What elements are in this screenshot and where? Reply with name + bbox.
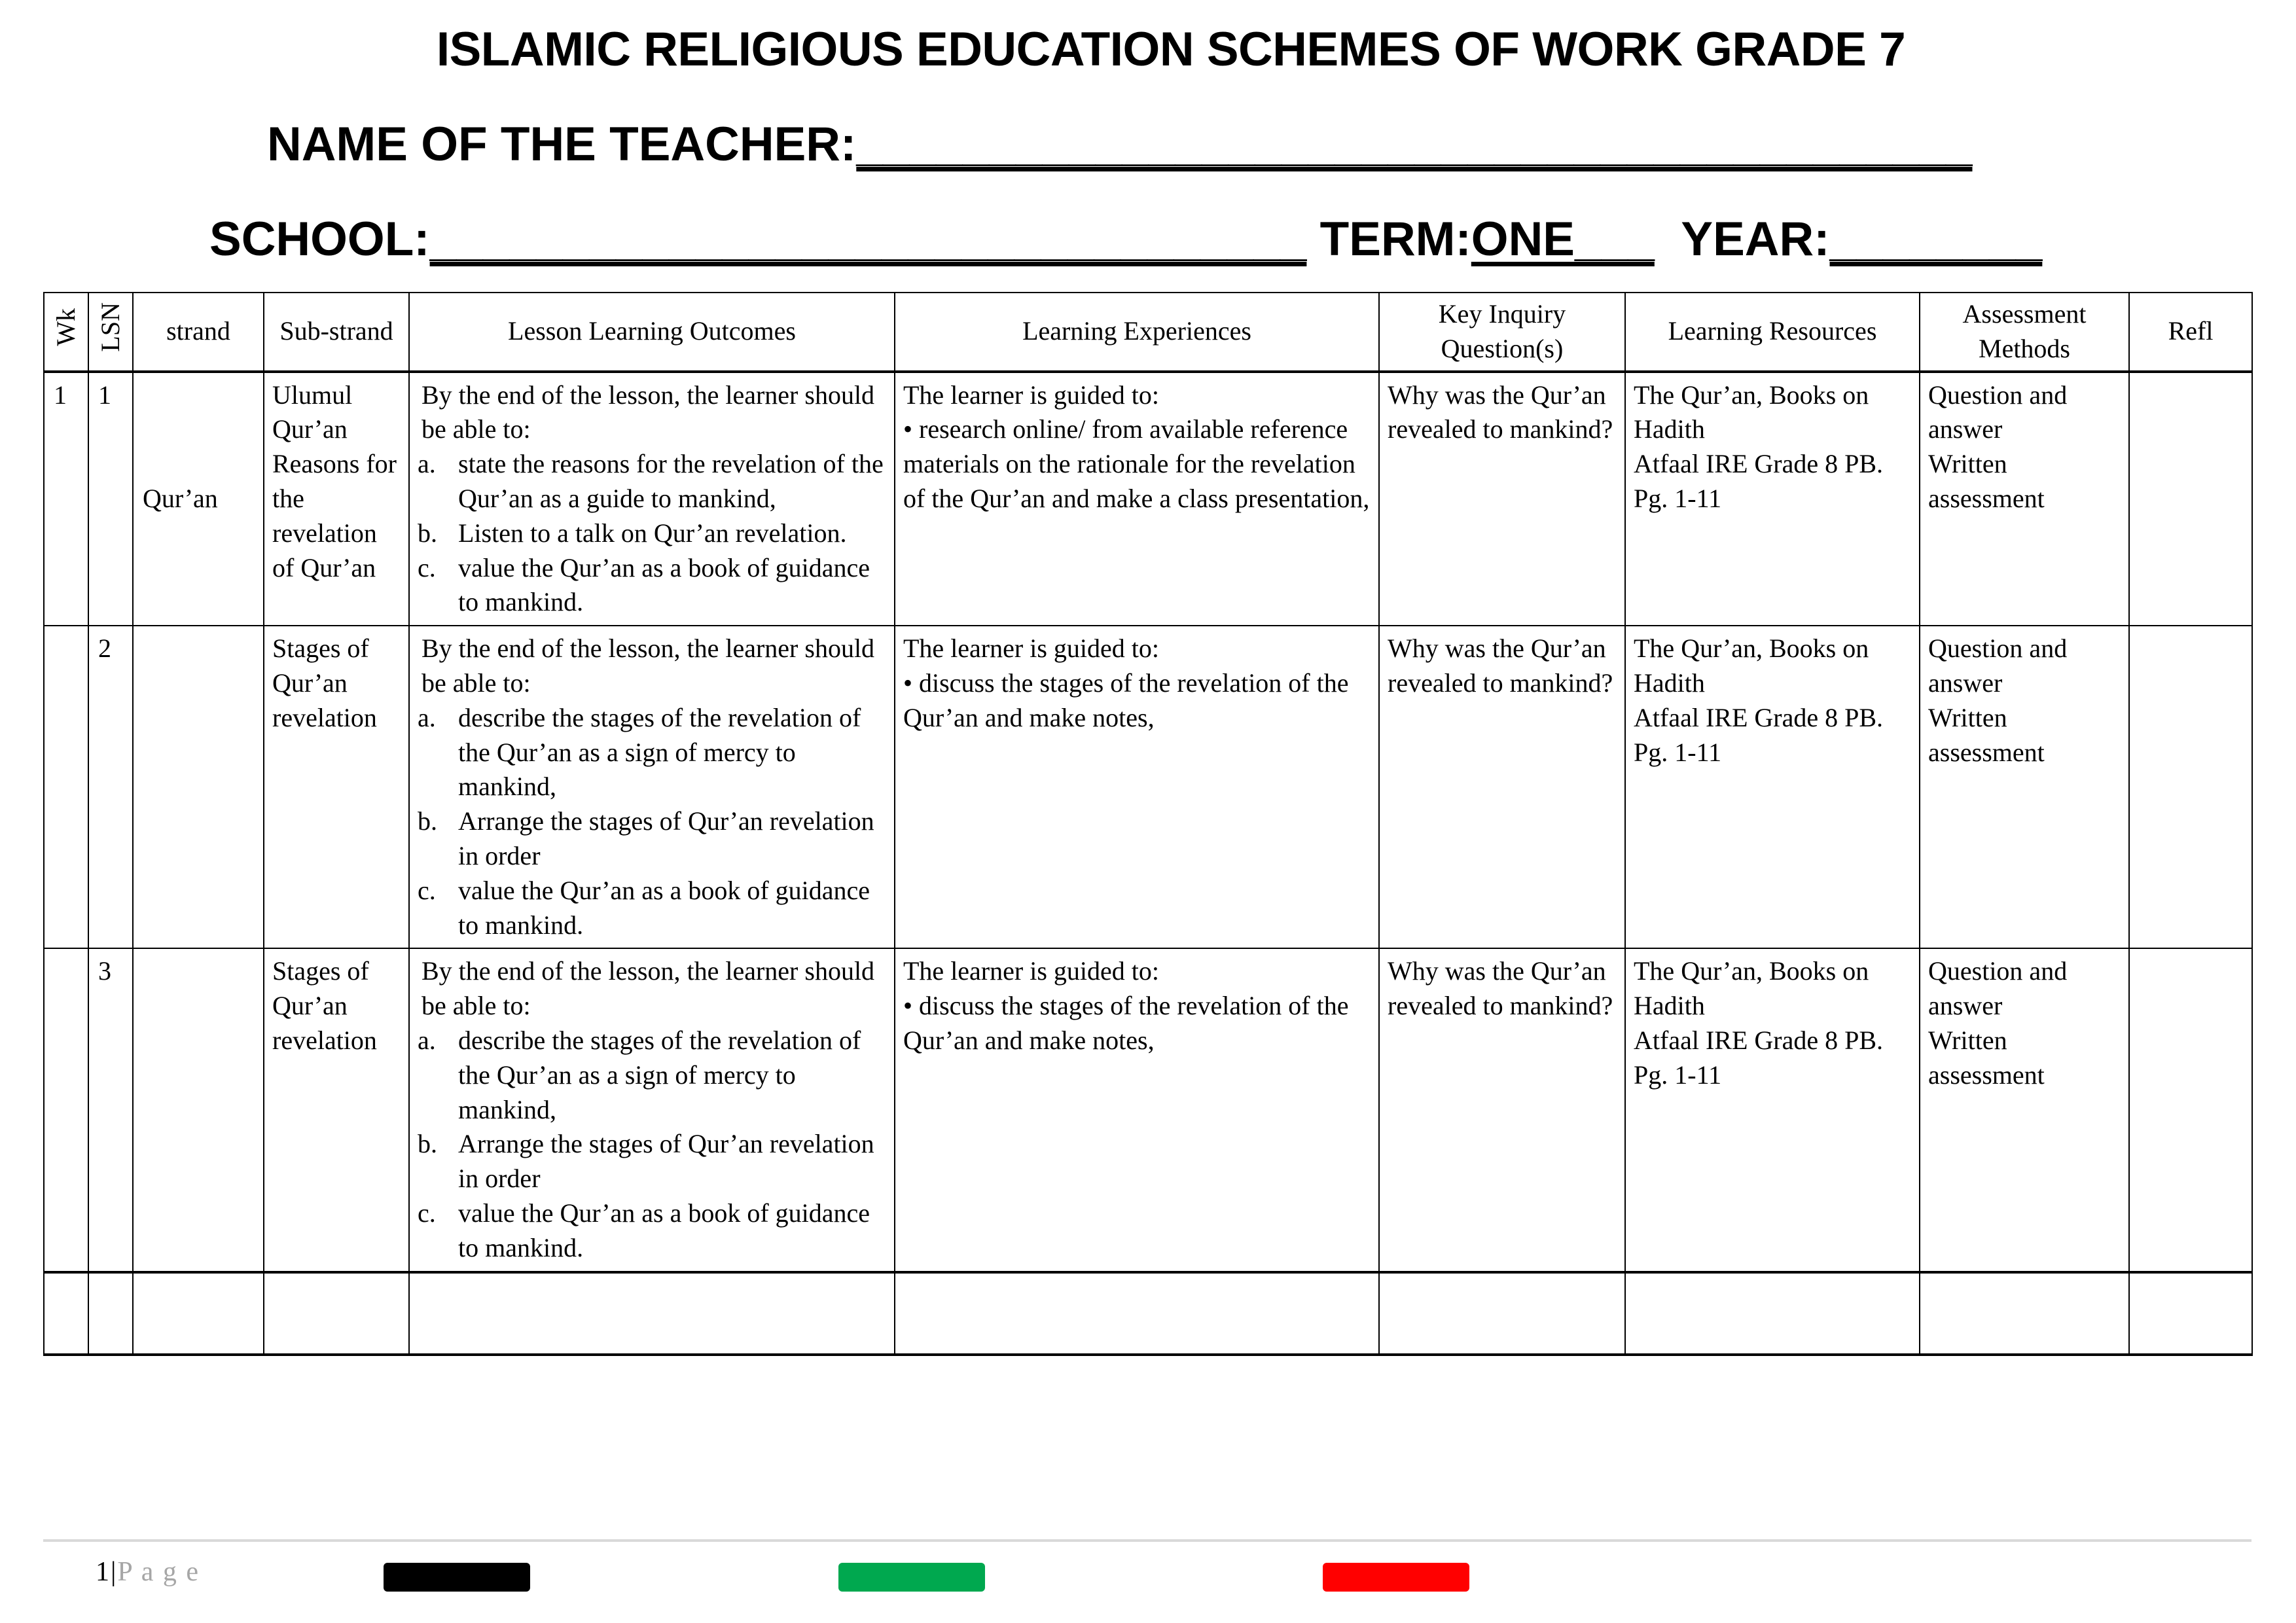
cell-reflection[interactable]: [2129, 948, 2252, 1272]
outcome-marker: a.: [418, 1025, 436, 1055]
assessment-line: Question and answer: [1928, 633, 2068, 698]
table-row: [44, 948, 2252, 1272]
cell-sub-strand: Stages of Qur’an revelation: [264, 948, 409, 1272]
experience-item: • research online/ from available reference materials on the rationale for the revelation of the Qur’an and make a class presentation,: [903, 414, 1370, 513]
document-header: [0, 0, 2296, 266]
resource-line: The Qur’an, Books on Hadith: [1634, 380, 1869, 444]
outcome-text: state the reasons for the revelation of the Qur’an as a guide to mankind,: [458, 449, 884, 513]
column-header-lesson-label: LSN: [96, 302, 125, 352]
cell-learning-resources: [1625, 372, 1920, 626]
cell-empty[interactable]: [1625, 1272, 1920, 1355]
cell-key-inquiry-question: Why was the Qur’an revealed to mankind?: [1379, 948, 1625, 1272]
term-label: TERM:: [1319, 213, 1471, 266]
cell-empty[interactable]: [44, 1272, 88, 1355]
term-blank[interactable]: ___: [1575, 213, 1655, 266]
resource-line: Atfaal IRE Grade 8 PB. Pg. 1-11: [1634, 702, 1884, 767]
school-blank[interactable]: _________________________________: [429, 213, 1307, 266]
cell-learning-resources: [1625, 626, 1920, 948]
cell-learning-experiences: [895, 948, 1379, 1272]
experiences-list: [903, 666, 1372, 736]
outcome-text: Listen to a talk on Qur’an revelation.: [458, 518, 847, 548]
cell-strand: [133, 948, 264, 1272]
outcome-item: [418, 1127, 888, 1196]
cell-lesson-number: 1: [88, 372, 133, 626]
school-label: SCHOOL:: [209, 213, 430, 266]
experiences-list: [903, 412, 1372, 516]
page-number-separator: |: [111, 1557, 118, 1587]
school-term-year-line: [0, 212, 2296, 266]
assessment-line-1: Assessment: [1962, 299, 2087, 329]
table-row: [44, 372, 2252, 626]
column-header-sub-strand: Sub-strand: [264, 293, 409, 372]
assessment-line: Question and answer: [1928, 380, 2068, 444]
flag-bar-green: [838, 1563, 985, 1592]
cell-key-inquiry-question: Why was the Qur’an revealed to mankind?: [1379, 372, 1625, 626]
outcomes-intro: By the end of the lesson, the learner should be able to:: [422, 633, 875, 698]
cell-assessment-methods: [1920, 626, 2129, 948]
flag-bar-red: [1323, 1563, 1469, 1592]
cell-empty[interactable]: [409, 1272, 895, 1355]
assessment-line: Written assessment: [1928, 1025, 2045, 1090]
page-number-value: 1: [96, 1557, 111, 1587]
cell-week: 1: [44, 372, 88, 626]
outcome-text: describe the stages of the revelation of the Qur’an as a sign of mercy to mankind,: [458, 702, 861, 802]
assessment-line: Question and answer: [1928, 956, 2068, 1021]
cell-learning-experiences: [895, 372, 1379, 626]
outcome-text: value the Qur’an as a book of guidance to mankind.: [458, 552, 870, 617]
column-header-key-inquiry-questions: [1379, 293, 1625, 372]
cell-assessment-methods: [1920, 372, 2129, 626]
outcomes-intro: By the end of the lesson, the learner should be able to:: [422, 380, 875, 444]
cell-strand: Qur’an: [133, 372, 264, 626]
cell-empty[interactable]: [1920, 1272, 2129, 1355]
table-body: [44, 372, 2252, 1355]
cell-key-inquiry-question: Why was the Qur’an revealed to mankind?: [1379, 626, 1625, 948]
cell-empty[interactable]: [88, 1272, 133, 1355]
cell-learning-experiences: [895, 626, 1379, 948]
experience-item: • discuss the stages of the revelation of the Qur’an and make notes,: [903, 991, 1349, 1055]
column-header-week: [44, 293, 88, 372]
outcome-marker: b.: [418, 518, 437, 548]
outcome-marker: a.: [418, 449, 436, 479]
outcome-text: Arrange the stages of Qur’an revelation in order: [458, 806, 874, 870]
cell-lesson-number: 3: [88, 948, 133, 1272]
key-inquiry-line-2: Question(s): [1441, 333, 1564, 363]
experience-item: • discuss the stages of the revelation of the Qur’an and make notes,: [903, 668, 1349, 732]
resource-line: Atfaal IRE Grade 8 PB. Pg. 1-11: [1634, 1025, 1884, 1090]
experiences-intro: The learner is guided to:: [903, 956, 1159, 986]
outcome-marker: c.: [418, 552, 436, 582]
outcomes-intro: By the end of the lesson, the learner should be able to:: [422, 956, 875, 1021]
outcome-item: [418, 804, 888, 874]
outcome-text: Arrange the stages of Qur’an revelation in order: [458, 1129, 874, 1194]
column-header-lesson-learning-outcomes: Lesson Learning Outcomes: [409, 293, 895, 372]
column-header-learning-resources: Learning Resources: [1625, 293, 1920, 372]
teacher-name-label: NAME OF THE TEACHER:: [267, 118, 857, 171]
cell-strand: [133, 626, 264, 948]
outcome-item: [418, 551, 888, 620]
cell-empty[interactable]: [133, 1272, 264, 1355]
cell-empty[interactable]: [895, 1272, 1379, 1355]
flag-bar-black: [384, 1563, 530, 1592]
table-row-empty: [44, 1272, 2252, 1355]
outcome-item: [418, 701, 888, 804]
year-blank[interactable]: ________: [1829, 213, 2043, 266]
resource-line: Atfaal IRE Grade 8 PB. Pg. 1-11: [1634, 449, 1884, 513]
table-header-row: [44, 293, 2252, 372]
page-word-label: P a g e: [117, 1557, 200, 1587]
cell-week: [44, 948, 88, 1272]
column-header-reflection: Refl: [2129, 293, 2252, 372]
cell-empty[interactable]: [1379, 1272, 1625, 1355]
outcome-item: [418, 874, 888, 943]
cell-sub-strand: Ulumul Qur’an Reasons for the revelation of Qur’an: [264, 372, 409, 626]
outcome-item: [418, 1196, 888, 1266]
cell-lesson-learning-outcomes: [409, 372, 895, 626]
schemes-of-work-table: [43, 292, 2253, 1356]
column-header-assessment-methods: [1920, 293, 2129, 372]
outcome-marker: c.: [418, 875, 436, 905]
cell-reflection[interactable]: [2129, 372, 2252, 626]
document-title: ISLAMIC RELIGIOUS EDUCATION SCHEMES OF WORK GRADE 7: [436, 23, 1906, 76]
year-label: YEAR:: [1681, 213, 1830, 266]
teacher-name-field-line: [0, 117, 2296, 171]
outcome-item: [418, 447, 888, 516]
outcomes-list: [418, 447, 888, 620]
cell-empty[interactable]: [264, 1272, 409, 1355]
cell-assessment-methods: [1920, 948, 2129, 1272]
term-value[interactable]: ONE: [1471, 213, 1575, 266]
table-row: [44, 626, 2252, 948]
experiences-intro: The learner is guided to:: [903, 633, 1159, 664]
cell-lesson-learning-outcomes: [409, 626, 895, 948]
outcome-marker: b.: [418, 806, 437, 836]
outcome-text: value the Qur’an as a book of guidance to mankind.: [458, 1198, 870, 1262]
assessment-line: Written assessment: [1928, 449, 2045, 513]
outcome-text: value the Qur’an as a book of guidance to mankind.: [458, 875, 870, 940]
cell-lesson-learning-outcomes: [409, 948, 895, 1272]
outcome-marker: a.: [418, 702, 436, 732]
key-inquiry-line-1: Key Inquiry: [1438, 299, 1566, 329]
experiences-list: [903, 989, 1372, 1058]
assessment-line-2: Methods: [1979, 333, 2070, 363]
column-header-week-label: Wk: [51, 308, 81, 346]
page-footer: [43, 1539, 2251, 1607]
outcome-marker: c.: [418, 1198, 436, 1228]
outcome-marker: b.: [418, 1129, 437, 1159]
page-number-indicator: [96, 1556, 200, 1588]
experiences-intro: The learner is guided to:: [903, 380, 1159, 410]
outcome-text: describe the stages of the revelation of the Qur’an as a sign of mercy to mankind,: [458, 1025, 861, 1124]
assessment-line: Written assessment: [1928, 702, 2045, 767]
column-header-learning-experiences: Learning Experiences: [895, 293, 1379, 372]
footer-content: [43, 1542, 2251, 1607]
cell-lesson-number: 2: [88, 626, 133, 948]
cell-week: [44, 626, 88, 948]
resource-line: The Qur’an, Books on Hadith: [1634, 956, 1869, 1021]
outcomes-list: [418, 701, 888, 943]
spacer-1: [1306, 213, 1319, 266]
outcomes-list: [418, 1024, 888, 1266]
spacer-2: [1655, 213, 1681, 266]
outcome-item: [418, 1024, 888, 1127]
cell-reflection[interactable]: [2129, 626, 2252, 948]
cell-sub-strand: Stages of Qur’an revelation: [264, 626, 409, 948]
column-header-strand: strand: [133, 293, 264, 372]
teacher-name-blank[interactable]: __________________________________________: [856, 118, 1973, 171]
outcome-item: [418, 516, 888, 551]
cell-learning-resources: [1625, 948, 1920, 1272]
cell-empty[interactable]: [2129, 1272, 2252, 1355]
column-header-lesson: [88, 293, 133, 372]
resource-line: The Qur’an, Books on Hadith: [1634, 633, 1869, 698]
